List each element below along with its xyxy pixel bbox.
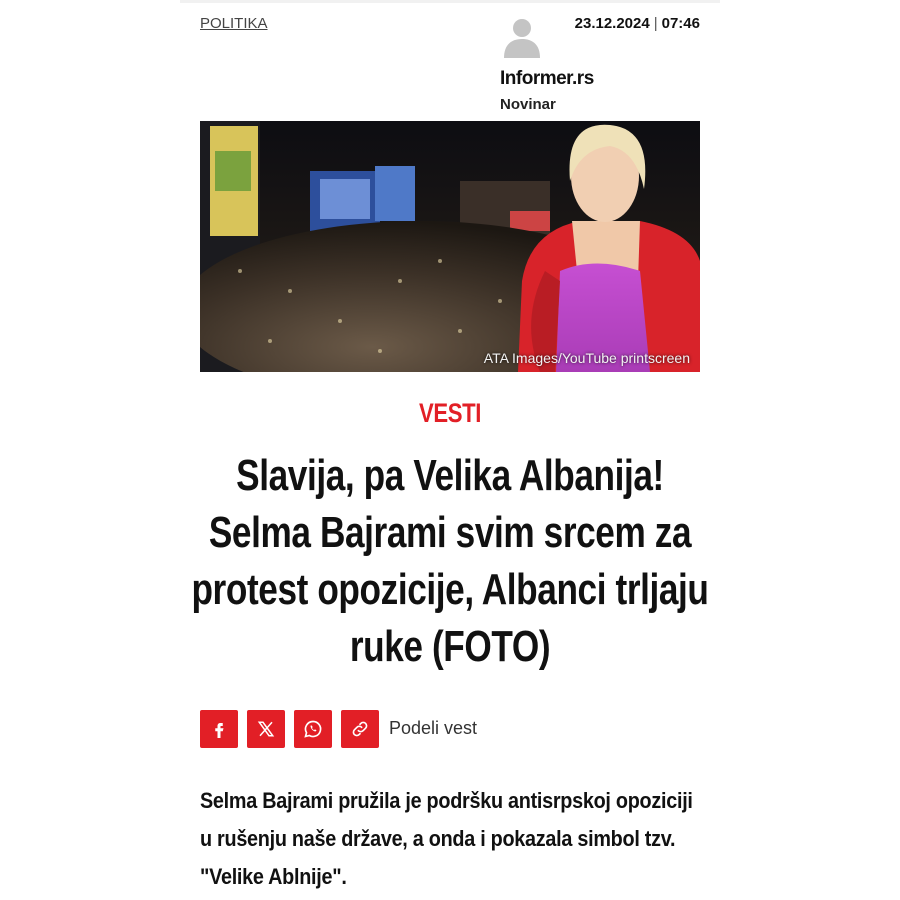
share-x-button[interactable]	[247, 710, 285, 748]
top-divider	[180, 0, 720, 3]
user-silhouette-icon	[500, 14, 544, 58]
whatsapp-icon	[303, 719, 323, 739]
author-role: Novinar	[500, 96, 556, 113]
article-lead: Selma Bajrami pružila je podršku antisrpskoj opoziciji u rušenju naše države, a onda i pokazala simbol tzv. "Velike Ablnije".	[200, 788, 693, 889]
facebook-icon	[210, 720, 228, 738]
x-icon	[257, 720, 275, 738]
publish-time: 07:46	[661, 15, 700, 32]
date-separator: |	[653, 15, 658, 32]
share-link-button[interactable]	[341, 710, 379, 748]
author-name[interactable]: Informer.rs	[500, 68, 594, 89]
category-link[interactable]: POLITIKA	[200, 15, 268, 32]
hero-photo	[200, 121, 700, 372]
image-caption: ATA Images/YouTube printscreen	[483, 350, 690, 366]
publish-date: 23.12.2024	[574, 15, 650, 32]
article-headline: Slavija, pa Velika Albanija! Selma Bajrami svim srcem za protest opozicije, Albanci trljaju ruke (FOTO)	[191, 451, 709, 671]
share-facebook-button[interactable]	[200, 710, 238, 748]
publish-datetime	[575, 15, 700, 32]
share-whatsapp-button[interactable]	[294, 710, 332, 748]
section-label[interactable]: VESTI	[419, 398, 481, 428]
article-hero-image[interactable]	[200, 121, 700, 372]
link-icon	[350, 719, 370, 739]
share-label: Podeli vest	[389, 718, 478, 738]
